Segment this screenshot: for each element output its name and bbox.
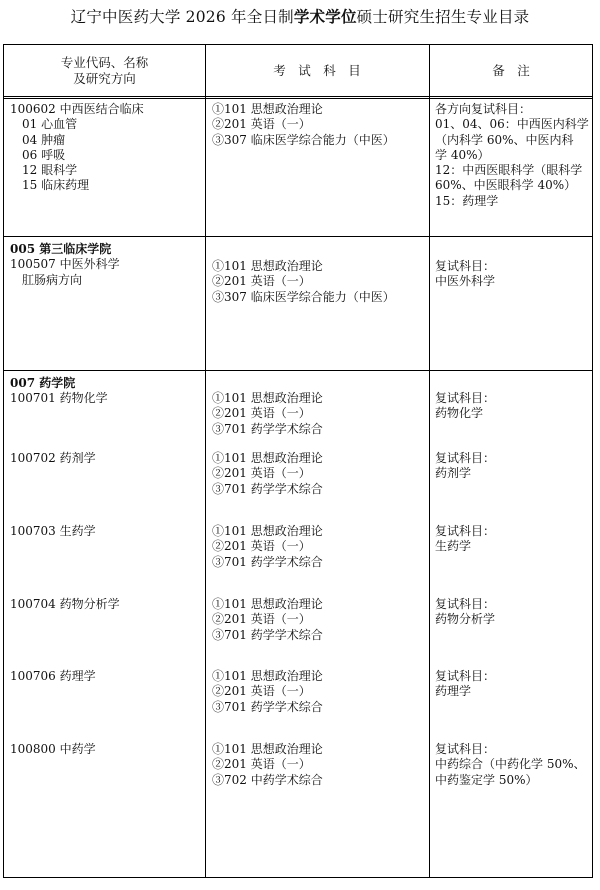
note-cell: 复试科目： 中医外科学 bbox=[435, 259, 496, 289]
header-notes: 备 注 bbox=[492, 62, 530, 78]
catalog-table bbox=[3, 44, 593, 878]
note-cell: 各方向复试科目： 01、04、06：中西医内科学 （内科学 60%、中医内科 学 40%） 12：中西医眼科学（眼科学 60%、中医眼科学 40%） 15：药理学 bbox=[435, 102, 589, 208]
header-major: 专业代码、名称 及研究方向 bbox=[60, 54, 149, 86]
note-cell: 复试科目： 药剂学 bbox=[435, 451, 496, 481]
row-divider bbox=[4, 370, 592, 371]
column-divider bbox=[429, 45, 430, 877]
exam-cell: ①101 思想政治理论 ②201 英语（一） ③701 药学学术综合 bbox=[212, 391, 323, 436]
header-divider-double bbox=[4, 98, 592, 99]
exam-cell: ①101 思想政治理论 ②201 英语（一） ③307 临床医学综合能力（中医） bbox=[212, 102, 395, 147]
header-exams: 考 试 科 目 bbox=[273, 62, 361, 78]
exam-cell: ①101 思想政治理论 ②201 英语（一） ③701 药学学术综合 bbox=[212, 524, 323, 569]
department-heading: 007 药学院 bbox=[10, 376, 76, 390]
major-cell: 100800 中药学 bbox=[10, 742, 96, 756]
major-cell: 100701 药物化学 bbox=[10, 391, 108, 405]
exam-cell: ①101 思想政治理论 ②201 英语（一） ③702 中药学术综合 bbox=[212, 742, 323, 787]
exam-cell: ①101 思想政治理论 ②201 英语（一） ③307 临床医学综合能力（中医） bbox=[212, 259, 395, 304]
header-divider bbox=[4, 96, 592, 97]
exam-cell: ①101 思想政治理论 ②201 英语（一） ③701 药学学术综合 bbox=[212, 597, 323, 642]
column-divider bbox=[205, 45, 206, 877]
major-cell: 100704 药物分析学 bbox=[10, 597, 120, 611]
note-cell: 复试科目： 生药学 bbox=[435, 524, 496, 554]
row-divider bbox=[4, 236, 592, 237]
major-cell: 100702 药剂学 bbox=[10, 451, 96, 465]
exam-cell: ①101 思想政治理论 ②201 英语（一） ③701 药学学术综合 bbox=[212, 451, 323, 496]
note-cell: 复试科目： 药物化学 bbox=[435, 391, 496, 421]
department-heading: 005 第三临床学院 bbox=[10, 242, 112, 256]
major-cell: 005 第三临床学院 100507 中医外科学 肛肠病方向 bbox=[10, 242, 120, 287]
note-cell: 复试科目： 药物分析学 bbox=[435, 597, 496, 627]
major-cell: 100703 生药学 bbox=[10, 524, 96, 538]
major-cell: 100602 中西医结合临床 01 心血管 04 肿瘤 06 呼吸 12 眼科学 15 临床药理 bbox=[10, 102, 144, 193]
note-cell: 复试科目： 药理学 bbox=[435, 669, 496, 699]
exam-cell: ①101 思想政治理论 ②201 英语（一） ③701 药学学术综合 bbox=[212, 669, 323, 714]
major-cell: 100706 药理学 bbox=[10, 669, 96, 683]
note-cell: 复试科目： 中药综合（中药化学 50%、 中药鉴定学 50%） bbox=[435, 742, 586, 787]
page-title: 辽宁中医药大学 2026 年全日制学术学位硕士研究生招生专业目录 bbox=[70, 7, 530, 26]
